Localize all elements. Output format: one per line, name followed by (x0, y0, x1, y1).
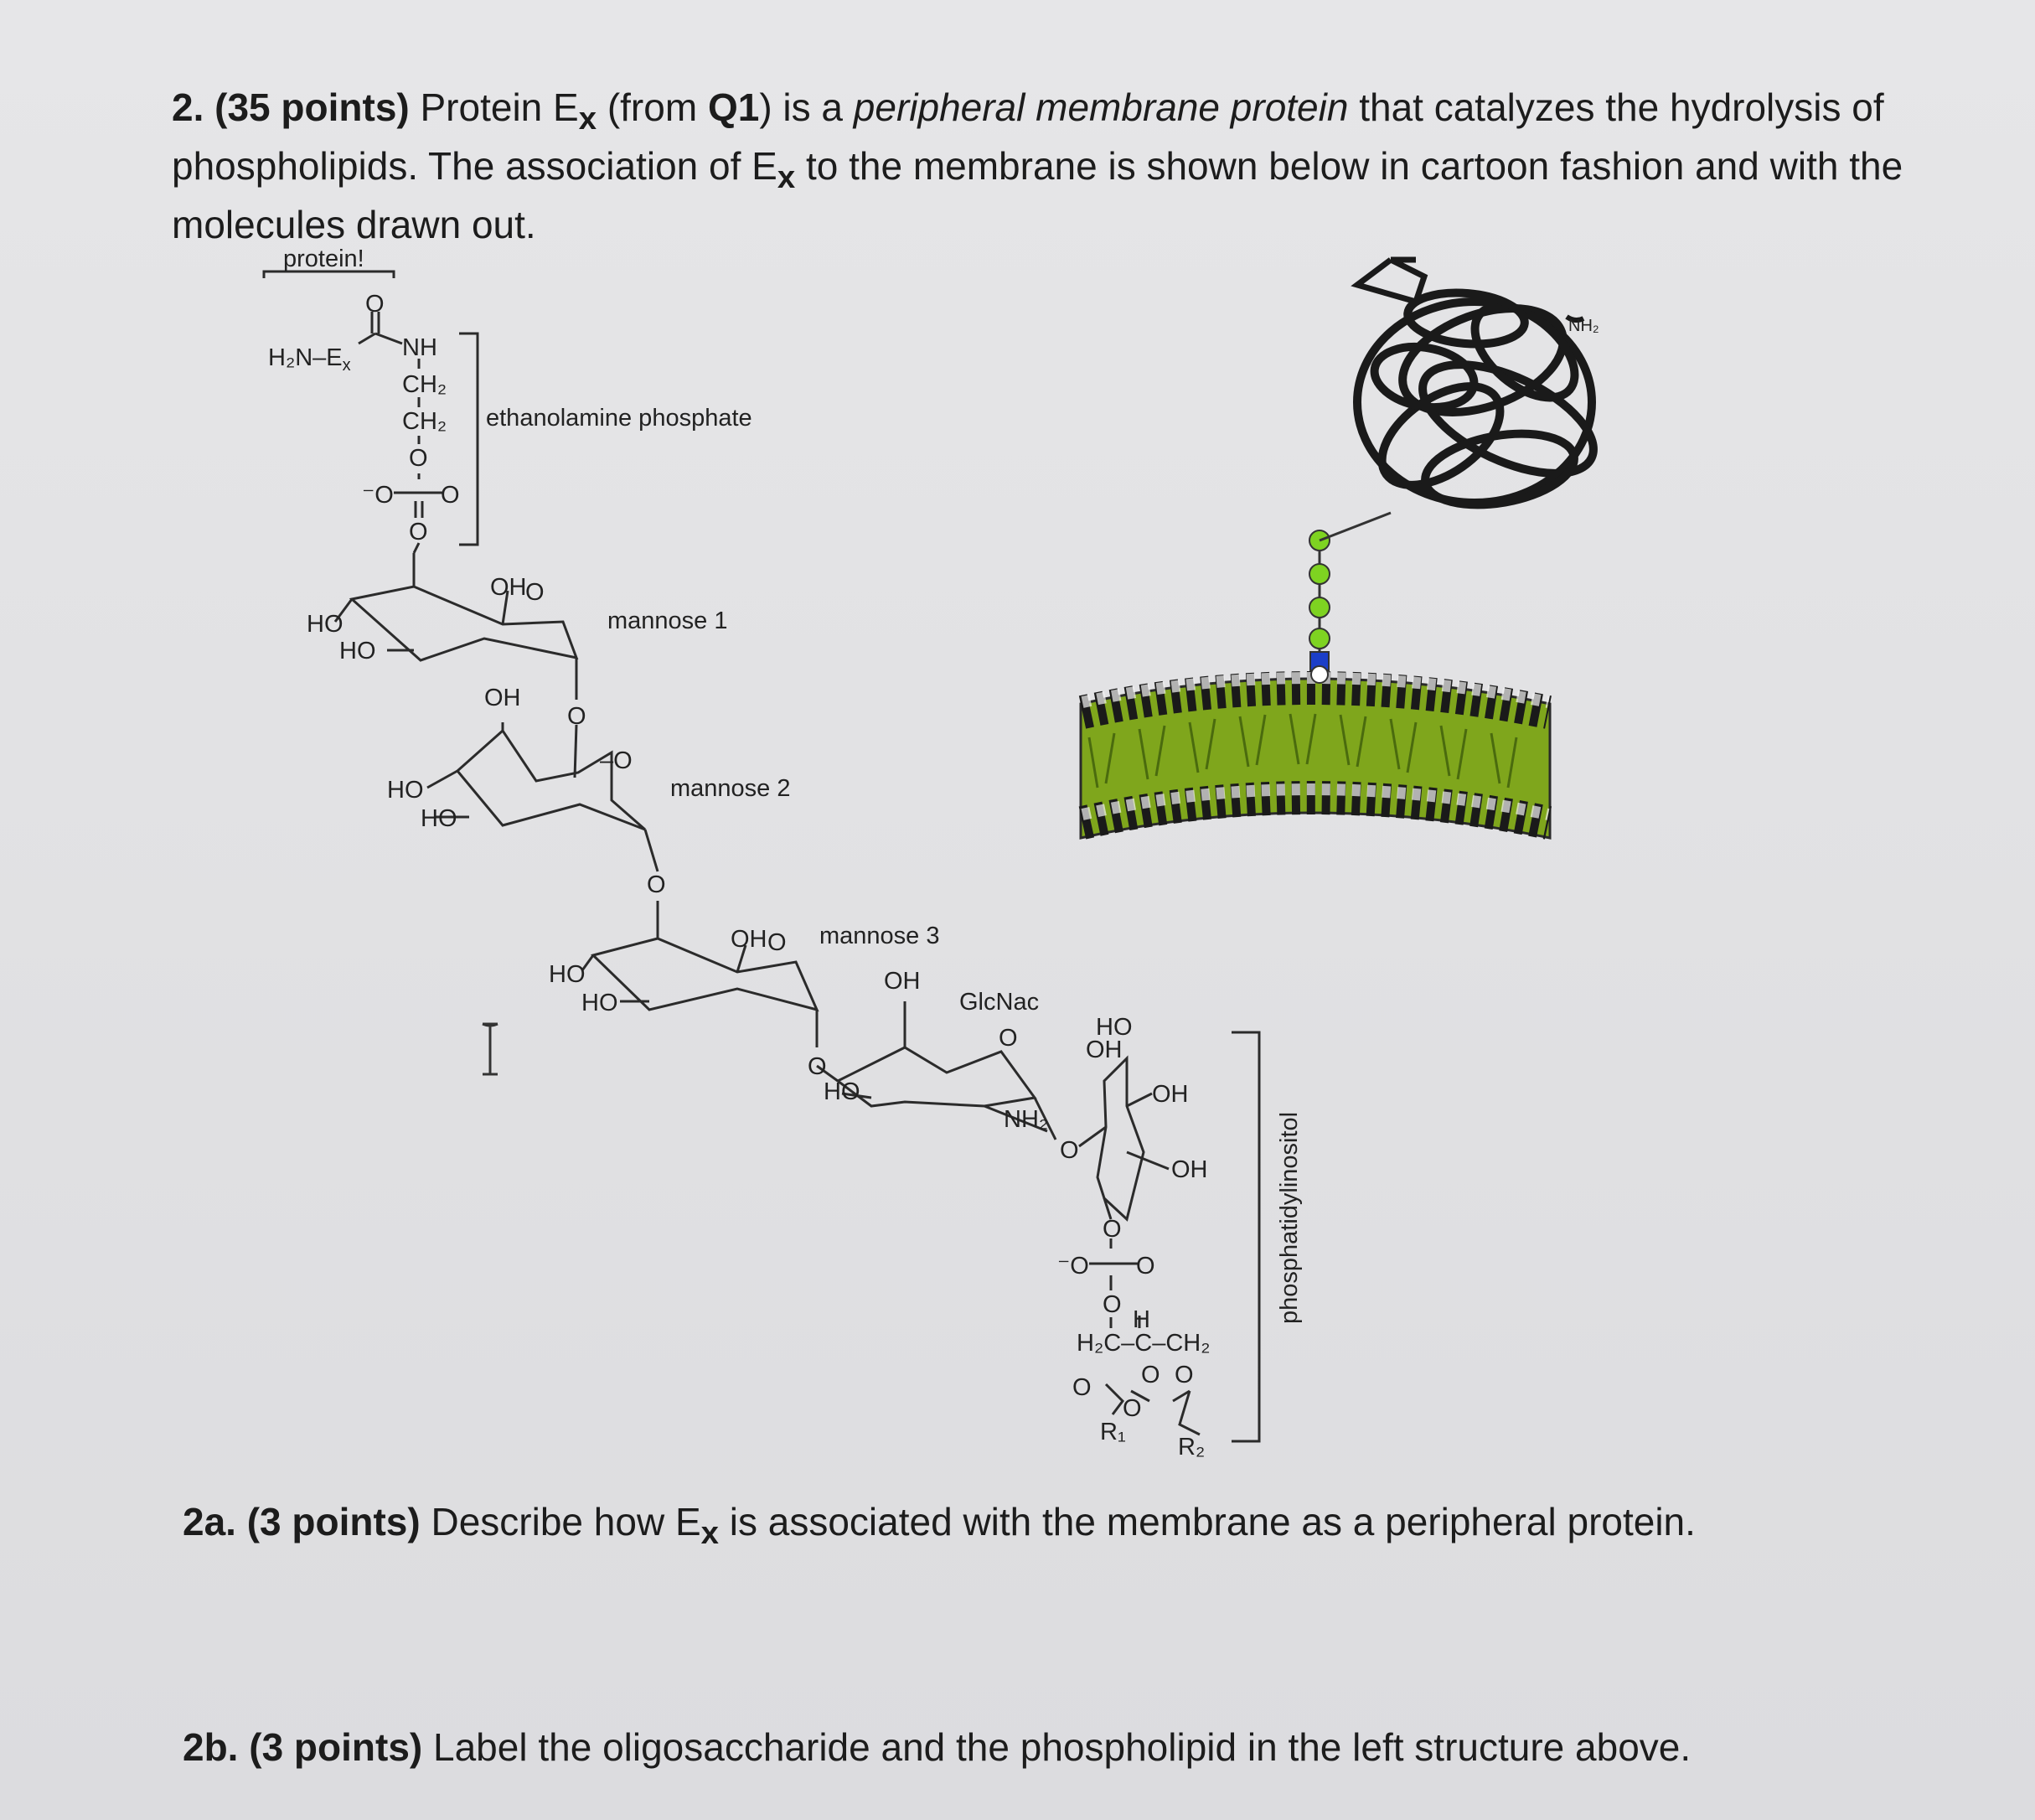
m2-o-ring: –O (600, 747, 633, 774)
q2a-num: 2a. (183, 1500, 236, 1543)
atom-nh: NH (402, 334, 437, 361)
m3-o-ring: O (767, 929, 787, 956)
glcnac-ho: HO (824, 1078, 860, 1105)
m1-o: O (525, 579, 545, 606)
question-2b-text (183, 1724, 1691, 1771)
phosphatidylinositol-label: phosphatidylinositol (1276, 1111, 1303, 1324)
ester-o-2: O (1175, 1362, 1194, 1388)
atom-o-carbonyl: O (365, 291, 385, 318)
ino-oh-1: OH (1086, 1037, 1123, 1063)
ino-oh-3: OH (1171, 1156, 1208, 1183)
q-text-b: (from (607, 85, 698, 129)
mannose-2-label: mannose 2 (670, 775, 791, 802)
m2-o-link: O (567, 703, 586, 730)
mannose-3-label: mannose 3 (819, 923, 940, 949)
glcnac-nh2: NH₂ (1004, 1106, 1049, 1133)
glcnac-o-link: O (808, 1053, 827, 1080)
m2-ho-1: HO (387, 777, 424, 804)
m2-oh: OH (484, 685, 521, 711)
m3-o-link: O (647, 871, 666, 898)
m3-oh: OH (731, 926, 767, 953)
atom-o-p1: O (409, 445, 428, 472)
glcnac-o-link2: O (1060, 1137, 1079, 1164)
protein-cartoon (1357, 260, 1609, 515)
glcnac-o-ring: O (999, 1025, 1018, 1052)
m3-ho-2: HO (581, 990, 618, 1016)
q-text-d: that catalyzes the hydrolysis of phospholipids. The association of E (172, 85, 1884, 189)
m1-ho-2: HO (339, 638, 376, 664)
pi-o-minus: ⁻O (1057, 1253, 1089, 1280)
q-italic: peripheral membrane protein (853, 85, 1349, 129)
r1: R₁ (1100, 1419, 1126, 1445)
glcnac-label: GlcNac (959, 989, 1040, 1016)
pi-o-top: O (1103, 1216, 1122, 1243)
pi-o-bottom: O (1103, 1291, 1122, 1318)
m2-ho-2: HO (421, 805, 457, 832)
mannose-1-label: mannose 1 (607, 608, 728, 634)
text-cursor-icon (483, 1024, 498, 1074)
q-text-e: to the membrane is shown below in cartoon fashion and with the molecules drawn out. (172, 144, 1903, 247)
ino-oh-2: OH (1152, 1081, 1189, 1108)
atom-o-p2: O (409, 519, 428, 545)
ino-ho: HO (1096, 1014, 1133, 1041)
membrane-cartoon (1081, 678, 1550, 838)
atom-ch2-2: CH₂ (402, 408, 447, 435)
r2: R₂ (1178, 1434, 1206, 1461)
q-text-c: ) is a (759, 85, 843, 129)
q2a-text-b: is associated with the membrane as a peripheral protein. (729, 1500, 1696, 1543)
cartoon-nh2: NH₂ (1568, 317, 1599, 335)
ester-o-1: O (1141, 1362, 1160, 1388)
gpi-glycan-beads (1309, 513, 1391, 683)
question-points: (35 points) (214, 85, 410, 129)
m1-oh: OH (490, 574, 527, 601)
glcnac-oh: OH (884, 968, 921, 995)
ester-o-4: O (1123, 1395, 1142, 1422)
q-sub-x: x (578, 101, 597, 137)
atom-o-minus: ⁻O (362, 482, 394, 509)
q2a-sub: x (700, 1515, 719, 1552)
glycerol-h: H (1133, 1306, 1150, 1333)
question-number: 2. (172, 85, 204, 129)
m1-ho-1: HO (307, 611, 343, 638)
m3-ho-1: HO (549, 961, 586, 988)
atom-ch2-1: CH₂ (402, 371, 447, 398)
ethanolamine-phosphate-label: ethanolamine phosphate (486, 405, 752, 432)
q-sub-x2: x (777, 159, 796, 196)
q-ref: Q1 (707, 85, 760, 129)
glycerol-chain: H₂C–C–CH₂ (1077, 1330, 1211, 1357)
q2b-num: 2b. (183, 1725, 239, 1769)
ester-o-3: O (1072, 1374, 1092, 1401)
atom-h2n-ex: H₂N–$E_x$ (268, 344, 351, 375)
q2b-text: Label the oligosaccharide and the phospholipid in the left structure above. (433, 1725, 1692, 1769)
q2b-points: (3 points) (249, 1725, 423, 1769)
pi-o-eq: O (1136, 1253, 1155, 1280)
protein-label: protein! (283, 246, 364, 272)
q-text-a: Protein E (420, 85, 579, 129)
atom-o-eq: O (441, 482, 460, 509)
q2a-text-a: Describe how E (431, 1500, 701, 1543)
question-2a-text (183, 1498, 1696, 1557)
q2a-points: (3 points) (246, 1500, 421, 1543)
